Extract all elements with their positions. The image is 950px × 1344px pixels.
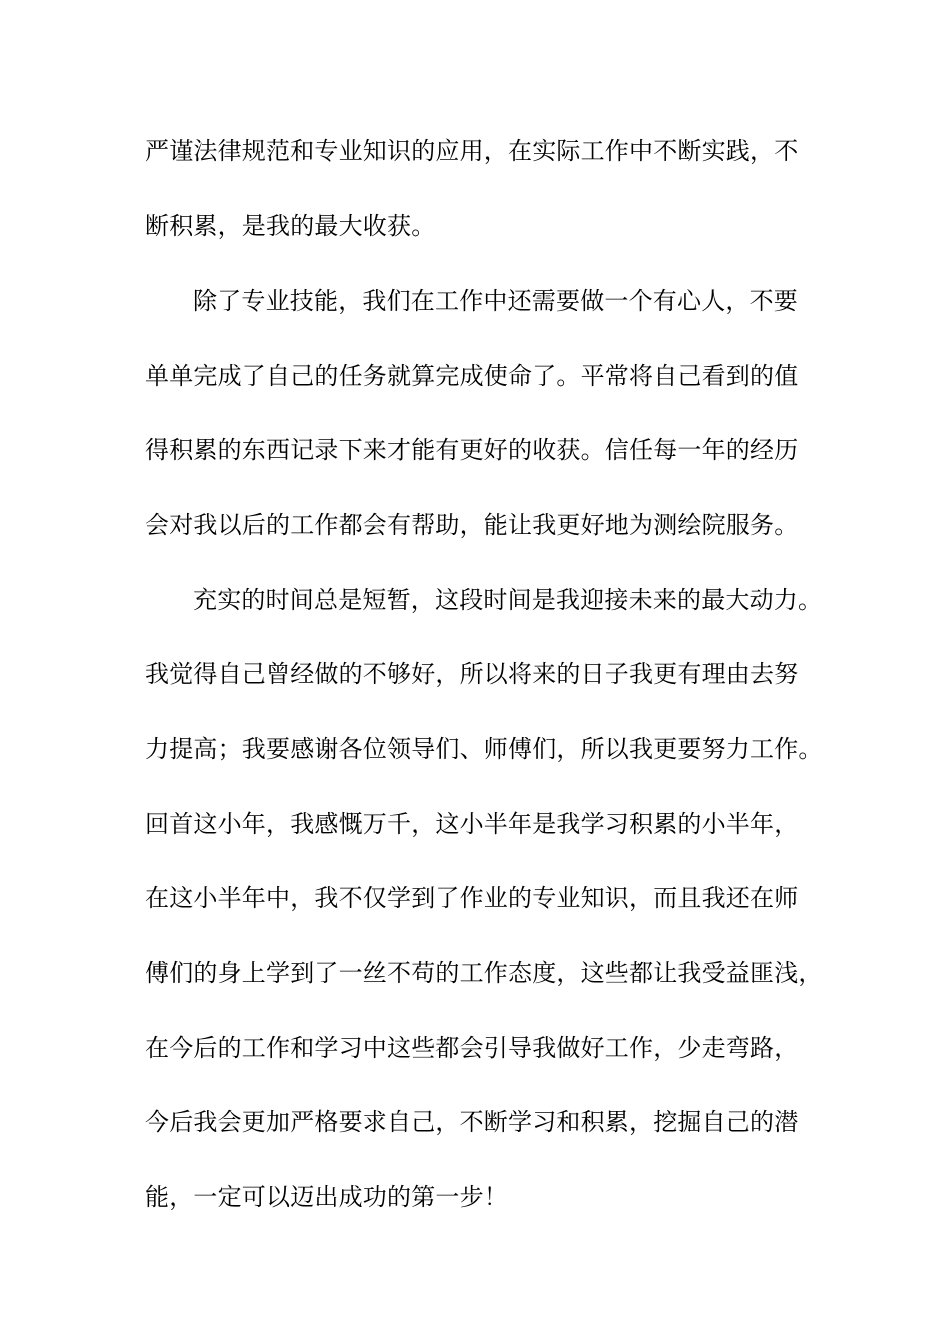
text-line-14: 今后我会更加严格要求自己，不断学习和积累，挖掘自己的潜 [145,1108,799,1136]
text-line-6: 会对我以后的工作都会有帮助，能让我更好地为测绘院服务。 [145,511,799,539]
text-line-5: 得积累的东西记录下来才能有更好的收获。信任每一年的经历 [145,436,799,464]
text-line-3: 除了专业技能，我们在工作中还需要做一个有心人，不要 [193,287,798,315]
text-line-8: 我觉得自己曾经做的不够好，所以将来的日子我更有理由去努 [145,660,799,688]
text-line-4: 单单完成了自己的任务就算完成使命了。平常将自己看到的值 [145,362,799,390]
text-line-9: 力提高；我要感谢各位领导们、师傅们，所以我更要努力工作。 [145,735,823,763]
text-line-15: 能，一定可以迈出成功的第一步！ [145,1183,508,1211]
text-line-1: 严谨法律规范和专业知识的应用，在实际工作中不断实践，不 [145,137,799,165]
text-line-11: 在这小半年中，我不仅学到了作业的专业知识，而且我还在师 [145,884,799,912]
text-line-7: 充实的时间总是短暂，这段时间是我迎接未来的最大动力。 [193,586,823,614]
text-line-10: 回首这小年，我感慨万千，这小半年是我学习积累的小半年， [145,810,799,838]
text-line-2: 断积累，是我的最大收获。 [145,212,436,240]
text-line-12: 傅们的身上学到了一丝不苟的工作态度，这些都让我受益匪浅， [145,959,823,987]
text-line-13: 在今后的工作和学习中这些都会引导我做好工作，少走弯路， [145,1034,799,1062]
